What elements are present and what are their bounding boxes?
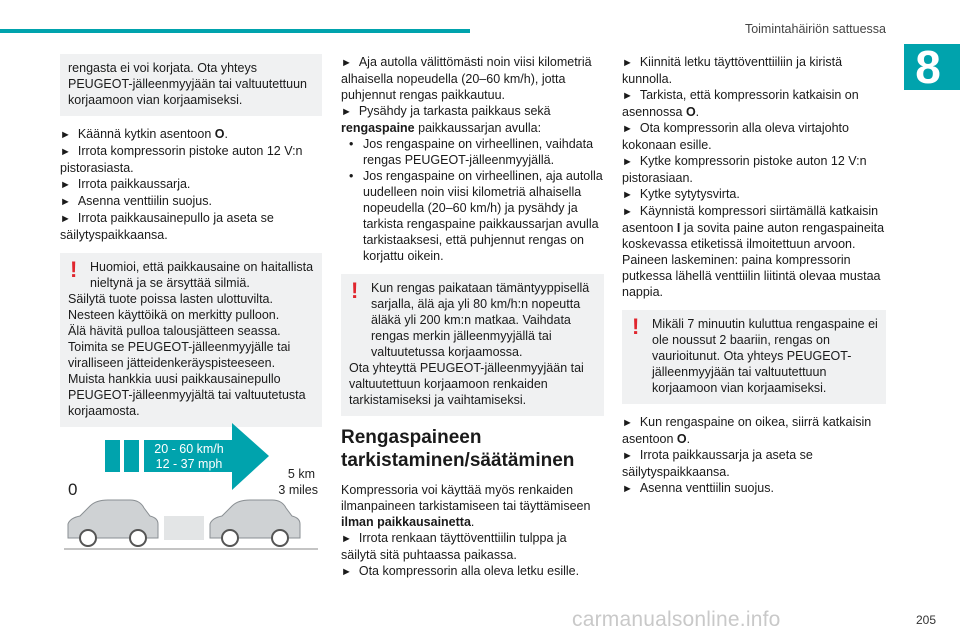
warning-text: Mikäli 7 minuutin kuluttua rengaspaine ei ole noussut 2 baariin, rengas on vaurioitunut. Ota yhteys PEUGEOT-jälleenmyyjään tai valtuutettuun korjaamoon vian korjaamiseksi. xyxy=(652,317,878,395)
arrow-icon: ► xyxy=(622,123,633,135)
arrow-icon: ► xyxy=(341,533,352,545)
step-item: ► Pysähdy ja tarkasta paikkaus sekä rengaspaine paikkaussarjan avulla: xyxy=(341,104,551,135)
step-item: ► Ota kompressorin alla oleva virtajohto kokonaan esille. xyxy=(622,121,849,152)
arrow-icon: ► xyxy=(60,129,71,141)
step-item: ► Asenna venttiilin suojus. xyxy=(60,194,212,208)
intro-paragraph: Kompressoria voi käyttää myös renkaiden ilmanpaineen tarkistamiseen tai täyttämiseen ilman paikkausainetta. xyxy=(341,483,591,529)
warning-icon: ! xyxy=(70,257,78,282)
arrow-icon: ► xyxy=(60,146,71,158)
warning-box xyxy=(622,310,886,404)
bullet-list xyxy=(341,136,604,264)
chapter-number: 8 xyxy=(915,41,941,93)
step-item: ► Aja autolla välittömästi noin viisi kilometriä alhaisella nopeudella (20–60 km/h), jotta puhjennut rengas paikkautuu. xyxy=(341,55,592,102)
step-item: ► Tarkista, että kompressorin katkaisin on asennossa O. xyxy=(622,88,859,119)
car-end-icon xyxy=(210,500,300,546)
start-distance: 0 xyxy=(68,480,78,499)
step-item: ► Käynnistä kompressori siirtämällä katkaisin asentoon I ja sovita paine auton rengaspaineita koskevassa etiketissä ilmoitettuun arvoon. xyxy=(622,204,885,251)
warning-icon: ! xyxy=(632,314,640,339)
bullet-item: • Jos rengaspaine on virheellinen, aja autolla uudelleen noin viisi kilometriä alhaisella nopeudella (20–60 km/h) ja pysähdy ja tarkista rengaspaine paikkaussarjan avulla tarkistaaksesi, että puhjennut rengas on korjattu oikein. xyxy=(341,168,604,264)
step-item: ► Asenna venttiilin suojus. xyxy=(622,481,774,495)
speed-lines-icon xyxy=(164,516,204,540)
section-title: Toimintahäiriön sattuessa xyxy=(744,22,886,36)
step-list-1 xyxy=(60,126,322,243)
warning-text: Nesteen käyttöikä on merkitty pulloon. xyxy=(68,308,280,322)
warning-text: Ota yhteyttä PEUGEOT-jälleenmyyjään tai valtuutettuun korjaamoon renkaiden tarkistamiseksi ja vaihtamiseksi. xyxy=(349,361,584,407)
warning-text: Muista hankkia uusi paikkausainepullo PEUGEOT-jälleenmyyjältä tai valtuutetusta korjaamosta. xyxy=(68,372,306,418)
arrow-icon: ► xyxy=(622,450,633,462)
step-item: ► Käännä kytkin asentoon O. xyxy=(60,127,228,141)
arrow-icon: ► xyxy=(622,156,633,168)
step-item: ► Irrota paikkaussarja ja aseta se säilytyspaikkaansa. xyxy=(622,448,813,479)
chapter-tab xyxy=(896,41,960,93)
warning-box xyxy=(341,274,604,416)
column-1 xyxy=(60,54,322,437)
arrow-icon: ► xyxy=(341,106,352,118)
warning-box xyxy=(60,253,322,427)
warning-text: Huomioi, että paikkausaine on haitallista nieltynä ja se ärsyttää silmiä. xyxy=(90,260,314,290)
step-item: ► Irrota paikkaussarja. xyxy=(60,177,191,191)
step-item: ► Kytke sytytysvirta. xyxy=(622,187,740,201)
arrow-icon: ► xyxy=(622,417,633,429)
watermark: carmanualsonline.info xyxy=(572,608,781,631)
step-item: ► Irrota kompressorin pistoke auton 12 V:n pistorasiasta. xyxy=(60,144,303,175)
header-accent-bar xyxy=(0,29,470,33)
arrow-icon: ► xyxy=(622,57,633,69)
warning-text: Kun rengas paikataan tämäntyyppisellä sarjalla, älä aja yli 80 km/h:n nopeutta äläkä yli 200 km:n matkaa. Vaihdata rengas merkin jälleenmyyjällä tai valtuutetussa korjaamossa. xyxy=(371,281,590,359)
page-number: 205 xyxy=(915,613,936,627)
arrow-icon: ► xyxy=(622,189,633,201)
arrow-icon: ► xyxy=(622,483,633,495)
deflate-paragraph: Paineen laskeminen: paina kompressorin putkessa lähellä venttiilin liitintä olevaa mustaa nappia. xyxy=(622,253,881,299)
warning-text: Säilytä tuote poissa lasten ulottuvilta. xyxy=(68,292,273,306)
continued-warning-box xyxy=(60,54,322,116)
arrow-icon: ► xyxy=(60,196,71,208)
arrow-icon: ► xyxy=(60,179,71,191)
step-item: ► Kun rengaspaine on oikea, siirrä katkaisin asentoon O. xyxy=(622,415,872,446)
warning-icon: ! xyxy=(351,278,359,303)
column-3 xyxy=(622,54,886,497)
arrow-icon: ► xyxy=(622,90,633,102)
arrow-icon: ► xyxy=(60,213,71,225)
arrow-icon: ► xyxy=(622,206,633,218)
column-2 xyxy=(341,54,604,580)
step-item: ► Ota kompressorin alla oleva letku esille. xyxy=(341,564,580,578)
step-item: ► Irrota paikkausainepullo ja aseta se säilytyspaikkaansa. xyxy=(60,211,274,242)
car-start-icon xyxy=(68,500,158,546)
speed-kmh: 20 - 60 km/h xyxy=(154,442,224,456)
step-item: ► Kytke kompressorin pistoke auton 12 V:n pistorasiaan. xyxy=(622,154,867,185)
distance-km: 5 km xyxy=(287,467,315,481)
speed-bar-2 xyxy=(124,440,139,472)
section-heading: Rengaspaineen tarkistaminen/säätäminen xyxy=(341,427,575,471)
distance-miles: 3 miles xyxy=(278,483,318,497)
speed-bar-1 xyxy=(105,440,120,472)
arrow-icon: ► xyxy=(341,57,352,69)
warning-text: Älä hävitä pulloa talousjätteen seassa. Toimita se PEUGEOT-jälleenmyyjälle tai viralliseen jätteidenkeräyspisteeseen. xyxy=(68,324,291,370)
arrow-icon: ► xyxy=(341,566,352,578)
bullet-item: • Jos rengaspaine on virheellinen, vaihdata rengas PEUGEOT-jälleenmyyjällä. xyxy=(341,136,604,168)
continued-warning-text: rengasta ei voi korjata. Ota yhteys PEUGEOT-jälleenmyyjään tai valtuutettuun korjaamoon vian korjaamiseksi. xyxy=(68,61,308,107)
step-item: ► Kiinnitä letku täyttöventtiiliin ja kiristä kunnolla. xyxy=(622,55,843,86)
drive-illustration-svg xyxy=(60,420,322,555)
drive-illustration xyxy=(60,420,322,555)
speed-mph: 12 - 37 mph xyxy=(155,457,223,471)
step-item: ► Irrota renkaan täyttöventtiilin tulppa ja säilytä sitä puhtaassa paikassa. xyxy=(341,531,567,562)
